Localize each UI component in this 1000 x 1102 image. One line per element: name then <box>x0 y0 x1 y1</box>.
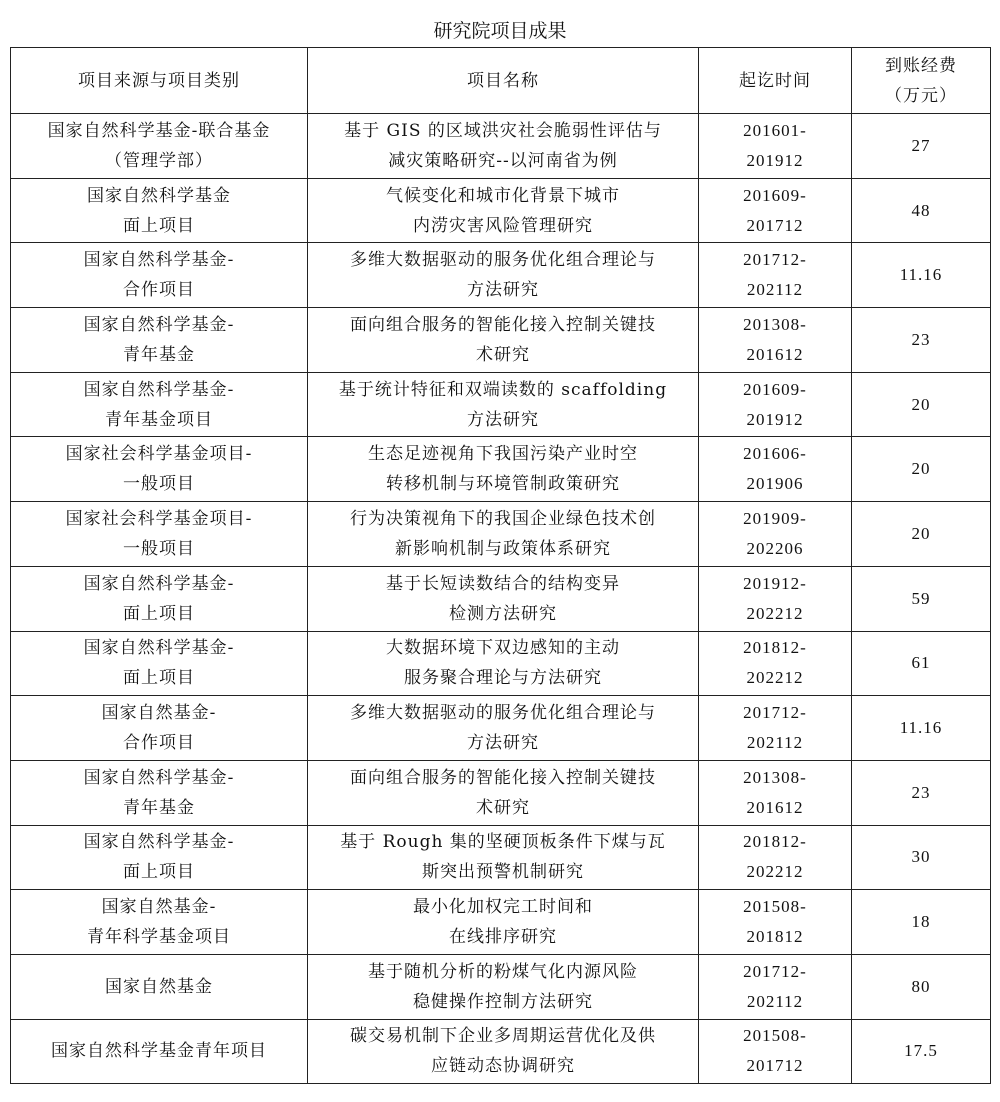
source-cell-line: 国家社会科学基金项目- <box>65 508 253 529</box>
table-row <box>11 437 991 502</box>
source-cell-line: 青年基金 <box>123 797 195 818</box>
source-cell-line: 一般项目 <box>123 538 195 559</box>
funding-cell: 20 <box>852 502 991 567</box>
project-name-cell <box>308 954 699 1019</box>
project-name-cell <box>308 114 699 179</box>
source-cell-line: 国家自然科学基金- <box>83 379 235 400</box>
source-cell-line: 国家自然科学基金- <box>83 573 235 594</box>
source-cell <box>11 890 308 955</box>
source-cell-line: 青年基金 <box>123 344 195 365</box>
project-name-cell-line: 方法研究 <box>467 280 539 301</box>
project-name-cell-line: 内涝灾害风险管理研究 <box>413 215 593 236</box>
project-name-cell-line: 碳交易机制下企业多周期运营优化及供 <box>350 1026 656 1047</box>
period-cell <box>699 696 852 761</box>
funding-cell: 30 <box>852 825 991 890</box>
period-cell-line: 202112 <box>746 991 804 1011</box>
source-cell-line: 国家自然科学基金- <box>83 638 235 659</box>
table-body <box>11 114 991 1084</box>
header-row <box>11 48 991 114</box>
project-name-cell <box>308 566 699 631</box>
table-row <box>11 825 991 890</box>
period-cell-line: 201606- <box>743 444 807 464</box>
source-cell-line: 国家自然基金 <box>105 976 213 997</box>
header-funding-line2: （万元） <box>885 85 957 106</box>
source-cell-line: 青年科学基金项目 <box>87 927 231 948</box>
period-cell-line: 201609- <box>743 379 807 399</box>
table-row <box>11 890 991 955</box>
period-cell <box>699 631 852 696</box>
period-cell-line: 202212 <box>746 603 804 623</box>
source-cell <box>11 954 308 1019</box>
source-cell <box>11 178 308 243</box>
header-funding <box>852 48 991 114</box>
project-name-cell-line: 基于长短读数结合的结构变异 <box>386 573 620 594</box>
table-row <box>11 502 991 567</box>
source-cell-line: 青年基金项目 <box>105 409 213 430</box>
funding-cell: 48 <box>852 178 991 243</box>
table-row <box>11 954 991 1019</box>
source-cell-line: 国家自然科学基金- <box>83 767 235 788</box>
source-cell-line: 合作项目 <box>123 280 195 301</box>
period-cell-line: 201912 <box>746 150 804 170</box>
period-cell-line: 201812- <box>743 832 807 852</box>
project-name-cell-line: 转移机制与环境管制政策研究 <box>386 474 620 495</box>
project-name-cell-line: 大数据环境下双边感知的主动 <box>386 638 620 659</box>
source-cell <box>11 437 308 502</box>
period-cell-line: 201906 <box>746 474 804 494</box>
table-row <box>11 114 991 179</box>
project-name-cell <box>308 696 699 761</box>
source-cell <box>11 308 308 373</box>
project-name-cell-line: 基于 GIS 的区域洪灾社会脆弱性评估与 <box>344 120 662 141</box>
source-cell <box>11 696 308 761</box>
period-cell-line: 201712- <box>743 703 807 723</box>
project-name-cell-line: 术研究 <box>476 797 530 818</box>
funding-cell: 17.5 <box>852 1019 991 1084</box>
project-name-cell-line: 新影响机制与政策体系研究 <box>395 538 611 559</box>
period-cell-line: 201612 <box>746 797 804 817</box>
funding-cell: 20 <box>852 372 991 437</box>
header-period: 起讫时间 <box>699 48 852 114</box>
period-cell-line: 201909- <box>743 508 807 528</box>
results-table <box>10 47 991 1084</box>
period-cell-line: 201609- <box>743 185 807 205</box>
period-cell <box>699 760 852 825</box>
project-name-cell <box>308 631 699 696</box>
project-name-cell-line: 面向组合服务的智能化接入控制关键技 <box>350 314 656 335</box>
source-cell-line: （管理学部） <box>105 150 213 171</box>
table-row <box>11 243 991 308</box>
header-source: 项目来源与项目类别 <box>11 48 308 114</box>
project-name-cell-line: 生态足迹视角下我国污染产业时空 <box>368 444 638 465</box>
source-cell-line: 国家自然科学基金- <box>83 314 235 335</box>
period-cell <box>699 308 852 373</box>
project-name-cell-line: 在线排序研究 <box>449 927 557 948</box>
table-row <box>11 760 991 825</box>
funding-cell: 59 <box>852 566 991 631</box>
funding-cell: 23 <box>852 760 991 825</box>
period-cell <box>699 502 852 567</box>
period-cell-line: 202206 <box>746 538 804 558</box>
source-cell-line: 合作项目 <box>123 733 195 754</box>
table-row <box>11 178 991 243</box>
project-name-cell-line: 最小化加权完工时间和 <box>413 897 593 918</box>
funding-cell: 11.16 <box>852 243 991 308</box>
project-name-cell-line: 多维大数据驱动的服务优化组合理论与 <box>350 703 656 724</box>
period-cell-line: 201508- <box>743 1026 807 1046</box>
project-name-cell-line: 行为决策视角下的我国企业绿色技术创 <box>350 508 656 529</box>
source-cell <box>11 243 308 308</box>
source-cell <box>11 1019 308 1084</box>
source-cell-line: 一般项目 <box>123 474 195 495</box>
source-cell <box>11 631 308 696</box>
project-name-cell <box>308 243 699 308</box>
project-name-cell-line: 检测方法研究 <box>449 603 557 624</box>
table-row <box>11 631 991 696</box>
period-cell-line: 201712- <box>743 961 807 981</box>
period-cell <box>699 114 852 179</box>
source-cell <box>11 372 308 437</box>
project-name-cell-line: 斯突出预警机制研究 <box>422 862 584 883</box>
project-name-cell <box>308 502 699 567</box>
source-cell-line: 国家自然基金- <box>101 703 217 724</box>
project-name-cell-line: 多维大数据驱动的服务优化组合理论与 <box>350 250 656 271</box>
project-name-cell <box>308 1019 699 1084</box>
project-name-cell <box>308 308 699 373</box>
period-cell <box>699 954 852 1019</box>
project-name-cell-line: 方法研究 <box>467 409 539 430</box>
period-cell-line: 201912- <box>743 573 807 593</box>
project-name-cell-line: 基于统计特征和双端读数的 scaffolding <box>338 379 668 400</box>
project-name-cell-line: 稳健操作控制方法研究 <box>413 991 593 1012</box>
funding-cell: 20 <box>852 437 991 502</box>
project-name-cell-line: 基于 Rough 集的坚硬顶板条件下煤与瓦 <box>340 832 666 853</box>
funding-cell: 11.16 <box>852 696 991 761</box>
period-cell-line: 202212 <box>746 668 804 688</box>
project-name-cell-line: 应链动态协调研究 <box>431 1056 575 1077</box>
period-cell-line: 201812- <box>743 638 807 658</box>
project-name-cell <box>308 760 699 825</box>
source-cell <box>11 114 308 179</box>
period-cell-line: 201712 <box>746 215 804 235</box>
source-cell-line: 面上项目 <box>123 603 195 624</box>
period-cell <box>699 825 852 890</box>
source-cell-line: 国家自然科学基金- <box>83 250 235 271</box>
source-cell <box>11 502 308 567</box>
funding-cell: 18 <box>852 890 991 955</box>
project-name-cell-line: 方法研究 <box>467 733 539 754</box>
period-cell <box>699 437 852 502</box>
table-row <box>11 1019 991 1084</box>
source-cell <box>11 760 308 825</box>
period-cell-line: 201712 <box>746 1056 804 1076</box>
header-funding-line1: 到账经费 <box>885 55 957 76</box>
table-row <box>11 696 991 761</box>
project-name-cell <box>308 890 699 955</box>
project-name-cell-line: 减灾策略研究--以河南省为例 <box>388 150 618 171</box>
source-cell-line: 国家自然科学基金青年项目 <box>51 1041 267 1062</box>
funding-cell: 61 <box>852 631 991 696</box>
table-row <box>11 372 991 437</box>
period-cell-line: 201812 <box>746 927 804 947</box>
project-name-cell <box>308 437 699 502</box>
period-cell-line: 202112 <box>746 280 804 300</box>
funding-cell: 27 <box>852 114 991 179</box>
project-name-cell-line: 基于随机分析的粉煤气化内源风险 <box>368 961 638 982</box>
funding-cell: 80 <box>852 954 991 1019</box>
project-name-cell-line: 服务聚合理论与方法研究 <box>404 668 602 689</box>
source-cell <box>11 566 308 631</box>
period-cell <box>699 1019 852 1084</box>
period-cell <box>699 566 852 631</box>
period-cell-line: 201308- <box>743 767 807 787</box>
funding-cell: 23 <box>852 308 991 373</box>
source-cell-line: 面上项目 <box>123 862 195 883</box>
period-cell <box>699 372 852 437</box>
project-name-cell-line: 气候变化和城市化背景下城市 <box>386 185 620 206</box>
period-cell-line: 202212 <box>746 862 804 882</box>
project-name-cell-line: 面向组合服务的智能化接入控制关键技 <box>350 767 656 788</box>
table-title: 研究院项目成果 <box>433 20 567 42</box>
source-cell-line: 面上项目 <box>123 215 195 236</box>
period-cell-line: 201508- <box>743 897 807 917</box>
project-name-cell-line: 术研究 <box>476 344 530 365</box>
project-name-cell <box>308 372 699 437</box>
table-row <box>11 566 991 631</box>
period-cell-line: 201912 <box>746 409 804 429</box>
period-cell-line: 201612 <box>746 344 804 364</box>
source-cell-line: 国家自然科学基金- <box>83 832 235 853</box>
period-cell <box>699 890 852 955</box>
period-cell-line: 202112 <box>746 733 804 753</box>
source-cell-line: 国家自然基金- <box>101 897 217 918</box>
period-cell <box>699 178 852 243</box>
table-row <box>11 308 991 373</box>
period-cell-line: 201712- <box>743 250 807 270</box>
source-cell <box>11 825 308 890</box>
source-cell-line: 国家社会科学基金项目- <box>65 444 253 465</box>
period-cell-line: 201601- <box>743 120 807 140</box>
source-cell-line: 国家自然科学基金-联合基金 <box>47 120 271 141</box>
source-cell-line: 面上项目 <box>123 668 195 689</box>
header-name: 项目名称 <box>308 48 699 114</box>
period-cell <box>699 243 852 308</box>
project-name-cell <box>308 825 699 890</box>
project-name-cell <box>308 178 699 243</box>
period-cell-line: 201308- <box>743 314 807 334</box>
source-cell-line: 国家自然科学基金 <box>87 185 231 206</box>
